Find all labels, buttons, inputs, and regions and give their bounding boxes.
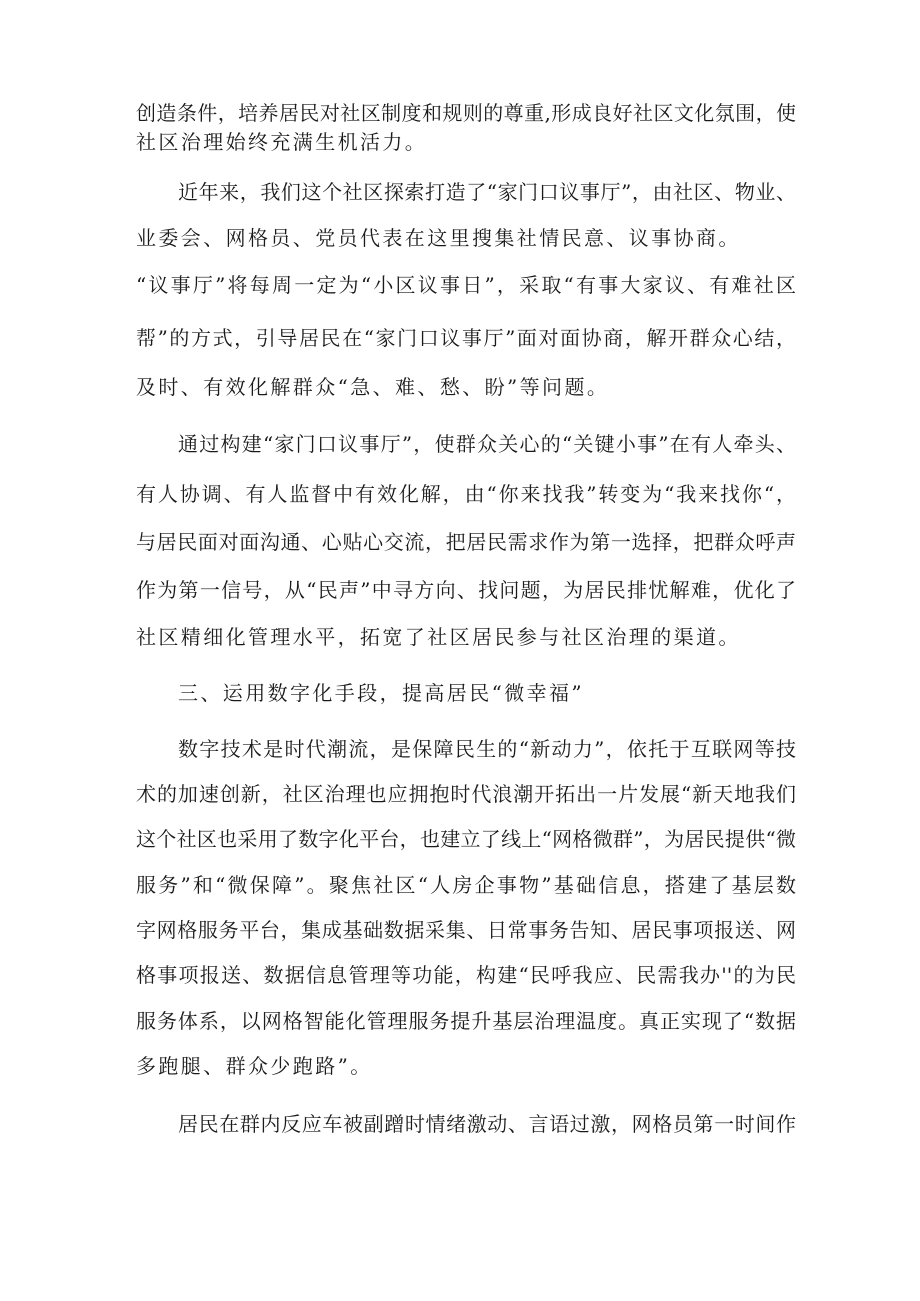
text-line: 格事项报送、数据信息管理等功能，构建“民呼我应、民需我办''的为民 [136,963,796,987]
text-line: 数字技术是时代潮流，是保障民生的“新动力”，依托于互联网等技 [178,737,796,761]
text-line: 有人协调、有人监督中有效化解，由“你来找我”转变为“我来找你“， [136,482,796,506]
text-line: 帮”的方式，引导居民在“家门口议事厅”面对面协商，解开群众心结， [136,326,796,350]
text-line: 服务体系，以网格智能化管理服务提升基层治理温度。真正实现了“数据 [136,1009,796,1033]
text-line: 业委会、网格员、党员代表在这里搜集社情民意、议事协商。 [136,226,741,250]
text-line: 社区精细化管理水平，拓宽了社区居民参与社区治理的渠道。 [136,625,741,649]
text-line: 多跑腿、群众少跑路”。 [136,1054,373,1078]
text-line: 创造条件，培养居民对社区制度和规则的尊重,形成良好社区文化氛围，使 [136,101,796,125]
text-line: 近年来，我们这个社区探索打造了“家门口议事厅”，由社区、物业、 [178,180,796,204]
text-line: 及时、有效化解群众“急、难、愁、盼”等问题。 [136,375,610,399]
text-line: 通过构建“家门口议事厅”，使群众关心的“关键小事”在有人牵头、 [178,432,796,456]
text-line: 与居民面对面沟通、心贴心交流，把居民需求作为第一选择，把群众呼声 [136,530,796,554]
text-line: 社区治理始终充满生机活力。 [136,130,428,154]
section-heading: 三、运用数字化手段，提高居民“微幸福” [178,681,585,705]
text-line: 服务”和“微保障”。聚焦社区“人房企事物”基础信息，搭建了基层数 [136,873,796,897]
text-line: 字网格服务平台，集成基础数据采集、日常事务告知、居民事项报送、网 [136,918,796,942]
text-line: 居民在群内反应车被副蹭时情绪激动、言语过激，网格员第一时间作 [178,1112,796,1136]
text-line: 这个社区也采用了数字化平台，也建立了线上“网格微群”，为居民提供“微 [136,827,796,851]
text-line: 术的加速创新，社区治理也应拥抱时代浪潮开拓出一片发展“新天地我们 [136,782,796,806]
text-line: “议事厅”将每周一定为“小区议事日”，采取“有事大家议、有难社区 [136,273,796,297]
text-line: 作为第一信号，从“民声”中寻方向、找问题，为居民排忧解难，优化了 [136,578,796,602]
